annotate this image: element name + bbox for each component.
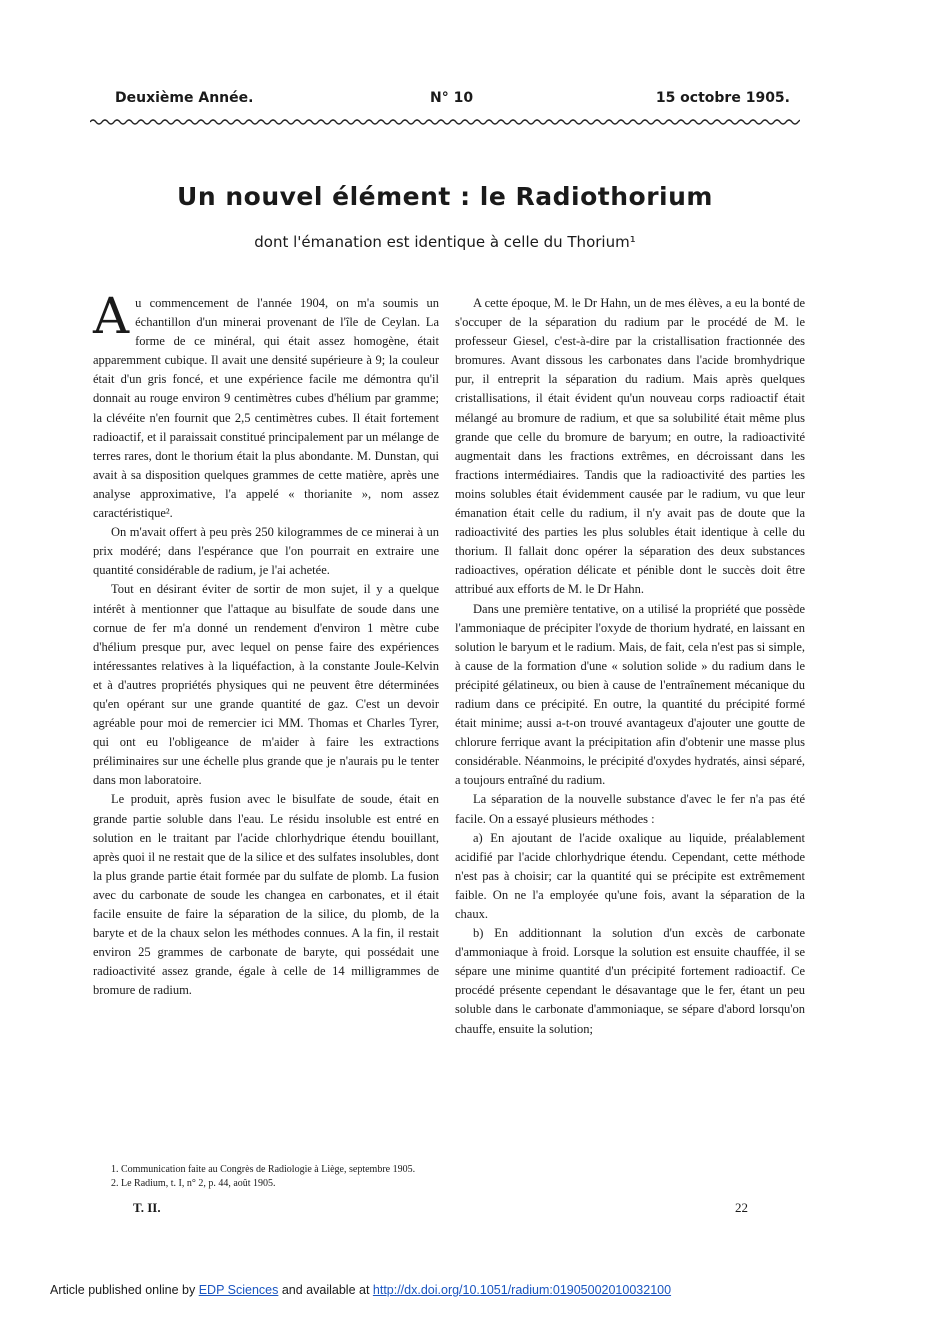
running-head-date: 15 octobre 1905. <box>655 90 790 106</box>
right-column <box>455 294 805 1039</box>
paragraph: Tout en désirant éviter de sortir de mon sujet, il y a quelque intérêt à mentionner que l'attaque au bisulfate de soude dans une cornue de fer m'a donné un rendement d'environ 1 mètre cube d'hélium presque pur, avec lequel on pense faire des expériences intéressantes relatives à la liquéfaction, à la constante Joule-Kelvin et à d'autres propriétés physiques qui ne peuvent être déterminées qu'en opérant sur une grande quantité de gaz. C'est un devoir agréable pour moi de remercier ici MM. Thomas et Charles Tyrer, qui ont eu l'obligeance de m'aider à faire les extractions préliminaires sur une échelle plus grande que je n'aurais pu le tenter dans mon laboratoire. <box>93 582 439 788</box>
volume-marker: T. II. <box>133 1200 161 1215</box>
article-subtitle: dont l'émanation est identique à celle du Thorium¹ <box>254 233 636 251</box>
paragraph: Le produit, après fusion avec le bisulfate de soude, était en grande partie soluble dans l'eau. Le résidu insoluble est entré en solution en le traitant par l'acide chlorhydrique étendu bouillant, après quoi il ne restait que de la silice et des sulfates insolubles, dont la plus grande partie était formée par du sulfate de plomb. La fusion avec du carbonate de soude les changea en carbonates, et il était facile ensuite de faire la séparation de la silice, du plomb, de la baryte et de la chaux selon les méthodes connues. A la fin, il restait environ 25 grammes de carbonate de baryte, qui possédait une radioactivité assez grande, égale à celle de 14 milligrammes de bromure de radium. <box>93 792 439 998</box>
left-column <box>93 287 439 1000</box>
publisher-link[interactable]: EDP Sciences <box>198 1283 279 1297</box>
footer-prefix: Article published online by <box>50 1283 199 1297</box>
paragraph: A cette époque, M. le Dr Hahn, un de mes élèves, a eu la bonté de s'occuper de la séparation du radium par le procédé de M. le professeur Giesel, c'est-à-dire par la cristallisation fractionnée des bromures. Avant dissous les carbonates dans l'acide bromhydrique pur, il entreprit la séparation du radium. Mais après quelques cristallisations, il était évident qu'un nouveau corps radioactif était mélangé au bromure de radium, et que sa solubilité était même plus grande que celle du bromure de baryum; en outre, la radioactivité augmentait dans les fractions extrêmes, en décroissant dans les fractions intermédiaires. Tandis que la radioactivité des parties les moins solubles était évidemment causée par le radium, vu que leur émanation était celle du radium, il n'y avait pas de doute que la radioactivité des parties les plus solubles était identique à celle du thorium. Il fallait donc opérer la séparation des deux substances radioactives, opération délicate et pénible dont le succès doit être attribué aux efforts de M. le Dr Hahn. <box>455 296 805 597</box>
publisher-footer <box>50 1283 671 1297</box>
paragraph <box>93 287 439 523</box>
footnote: 1. Communication faite au Congrès de Radiologie à Liège, septembre 1905. <box>111 1164 416 1175</box>
wavy-rule-divider <box>90 117 800 127</box>
paragraph: On m'avait offert à peu près 250 kilogrammes de ce minerai à un prix modéré; dans l'espérance que l'on pourrait en extraire une quantité considérable de radium, je l'ai achetée. <box>93 525 439 578</box>
running-head-issue-number: N° 10 <box>430 90 474 106</box>
footnotes <box>93 1163 439 1191</box>
list-item: b) En additionnant la solution d'un excès de carbonate d'ammoniaque à froid. Lorsque la solution est ensuite chauffée, il se sépare une minime quantité d'un précipité fortement radioactif. Ce procédé présente cependant le désavantage que le fer, étant un peu soluble dans le carbonate d'ammoniaque, se sépare d'abord lorsqu'on chauffe, ensuite la solution; <box>455 926 805 1036</box>
running-head-year: Deuxième Année. <box>115 90 254 106</box>
article-title: Un nouvel élément : le Radiothorium <box>177 182 713 211</box>
paragraph: Dans une première tentative, on a utilisé la propriété que possède l'ammoniaque de précipiter l'oxyde de thorium hydraté, en laissant en solution le baryum et le radium. Mais, de fait, cela n'est pas si simple, à cause de la formation d'une « solution solide » du radium dans le précipité gélatineux, ou bien à cause de l'entraînement mécanique du radium dans ce précipité. En outre, la quantité du précipité formé était minime; aussi a-t-on trouvé avantageux d'ajouter une goutte de chlorure ferrique avant la précipitation afin d'obtenir une masse plus considérable. Néanmoins, le précipité d'oxydes hydratés, ainsi séparé, a toujours entraîné du radium. <box>455 601 805 788</box>
footer-middle: and available at <box>278 1283 373 1297</box>
paragraph-text: u commencement de l'année 1904, on m'a soumis un échantillon d'un minerai provenant de l'île de Ceylan. La forme de ce minéral, qui était assez homogène, était apparemment cubique. Il avait une densité supérieure à 9; la couleur était d'un gris foncé, et une expérience facile me démontra qu'il donnait au rouge environ 9 centimètres cubes d'hélium par gramme; la clévéite n'en fournit que 2,5 centimètres cubes. Il était fortement radioactif, et il paraissait constitué principalement par un mélange de terres rares, dont le thorium était la plus abondante. M. Dunstan, qui avait à sa disposition quelques grammes de cette matière, après une analyse approximative, l'a appelé « thorianite », nom assez caractéristique². <box>93 296 439 521</box>
running-head <box>110 90 790 112</box>
footnote: 2. Le Radium, t. I, n° 2, p. 44, août 1905. <box>111 1178 276 1189</box>
page-number: 22 <box>735 1200 748 1215</box>
doi-link[interactable]: http://dx.doi.org/10.1051/radium:01905002010032100 <box>372 1283 672 1297</box>
paragraph: La séparation de la nouvelle substance d'avec le fer n'a pas été facile. On a essayé plusieurs méthodes : <box>455 792 805 826</box>
list-item: a) En ajoutant de l'acide oxalique au liquide, préalablement acidifié par l'acide chlorhydrique étendu. Cependant, cette méthode n'est pas à choisir; car la quantité qui se précipite est extrêmement faible. On ne l'a employée qu'une fois, avant la séparation de la chaux. <box>455 830 805 921</box>
drop-cap: A <box>93 287 130 345</box>
